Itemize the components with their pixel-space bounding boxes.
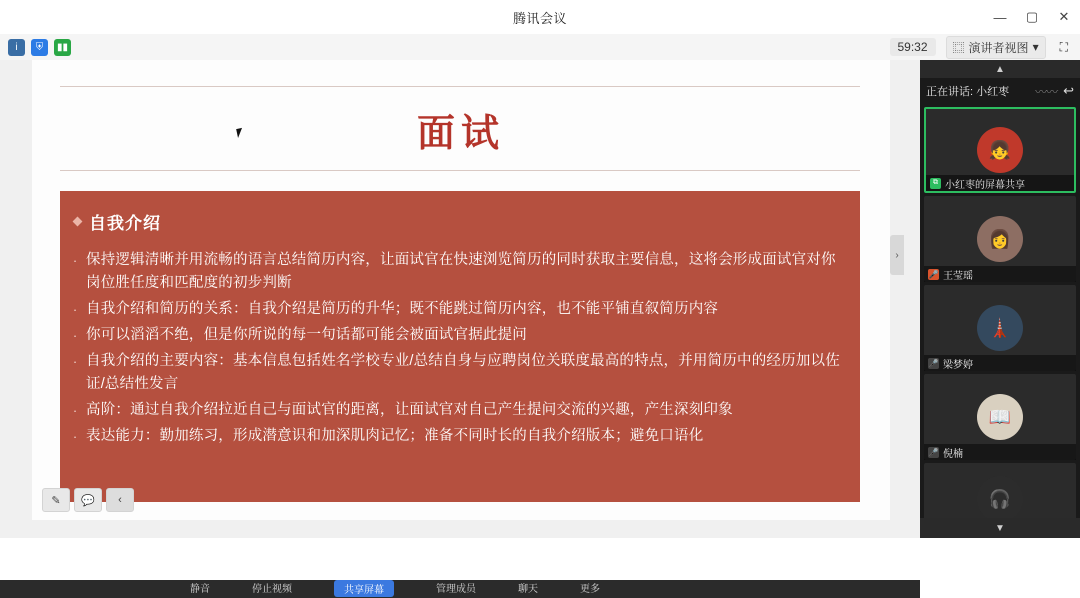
signal-icon[interactable]: ▮▮ [54, 39, 71, 56]
stop-video-button[interactable]: 停止视频 [252, 580, 292, 595]
participant-tile[interactable] [924, 196, 1076, 282]
participant-name-bar [924, 444, 1076, 460]
audio-wave-icon: 〰〰 [1035, 83, 1057, 100]
slide-divider-top [60, 86, 860, 87]
more-button[interactable]: 更多 [580, 580, 600, 595]
bullet-text: 自我介绍和简历的关系：自我介绍是简历的升华；既不能跳过简历内容，也不能平铺直叙简历内容 [86, 298, 718, 321]
avatar-glyph: 👧 [977, 127, 1023, 173]
slide-title: 面试 [32, 102, 890, 157]
manage-members-button[interactable]: 管理成员 [436, 580, 476, 595]
fullscreen-icon[interactable]: ⛶ [1056, 38, 1072, 57]
scroll-up-icon[interactable]: ▲ [920, 60, 1080, 78]
mic-muted-icon: 🎤 [928, 269, 939, 280]
scroll-down-icon[interactable]: ▼ [920, 518, 1080, 538]
participant-tile[interactable] [924, 107, 1076, 193]
bullet-text: 表达能力：勤加练习，形成潜意识和加深肌肉记忆；准备不同时长的自我介绍版本；避免口语化 [86, 425, 703, 448]
list-item [70, 249, 850, 295]
list-item [70, 425, 850, 448]
view-mode-label: 演讲者视图 [969, 39, 1029, 56]
list-item [70, 324, 850, 347]
chat-button[interactable]: 聊天 [518, 580, 538, 595]
participant-tile[interactable] [924, 285, 1076, 371]
slide-section-heading [74, 209, 161, 234]
avatar-glyph: 🗼 [977, 305, 1023, 351]
minimize-icon[interactable]: — [984, 0, 1016, 34]
window-controls [984, 0, 1080, 34]
view-mode-selector[interactable] [946, 36, 1046, 59]
participant-tile[interactable] [924, 374, 1076, 460]
slide-bullet-list [70, 249, 850, 451]
section-heading-label: 自我介绍 [89, 209, 161, 234]
bullet-text: 高阶：通过自我介绍拉近自己与面试官的距离，让面试官对自己产生提问交流的兴趣，产生深刻印象 [86, 399, 733, 422]
participant-name: 王莹瑶 [943, 267, 973, 282]
chevron-down-icon: ▾ [1033, 40, 1039, 54]
bullet-marker-icon: · [70, 350, 80, 396]
info-icon[interactable]: i [8, 39, 25, 56]
maximize-icon[interactable]: ▢ [1016, 0, 1048, 34]
return-icon[interactable]: ↩ [1063, 83, 1074, 99]
list-item [70, 350, 850, 396]
share-screen-button[interactable]: 共享屏幕 [334, 580, 394, 597]
layout-icon: ⿴ [953, 39, 965, 56]
slide-content-box [60, 191, 860, 502]
presentation-slide [32, 60, 890, 520]
annotate-icon[interactable]: ✎ [42, 488, 70, 512]
active-speaker-banner [920, 78, 1080, 104]
screen-share-icon: ⧉ [930, 178, 941, 189]
bullet-marker-icon: · [70, 399, 80, 422]
meeting-stage [0, 60, 1080, 538]
window-title: 腾讯会议 [513, 8, 567, 27]
share-float-tools [42, 488, 134, 512]
active-speaker-label: 正在讲话: 小红枣 [926, 83, 1009, 99]
participant-name: 梁梦婷 [943, 356, 973, 371]
avatar-glyph: 👩 [977, 216, 1023, 262]
avatar-glyph: 🎧 [977, 476, 1023, 522]
participants-rail [920, 60, 1080, 538]
meeting-control-bar [0, 580, 920, 598]
participant-name-bar [924, 266, 1076, 282]
collapse-icon[interactable]: ‹ [106, 488, 134, 512]
participant-name: 倪楠 [943, 445, 963, 460]
mic-off-icon: 🎤 [928, 358, 939, 369]
title-bar [0, 0, 1080, 35]
mic-off-icon: 🎤 [928, 447, 939, 458]
list-item [70, 298, 850, 321]
toolbar-left-badges [0, 39, 71, 56]
chat-icon[interactable]: 💬 [74, 488, 102, 512]
shared-screen[interactable] [32, 60, 890, 520]
mute-button[interactable]: 静音 [190, 580, 210, 595]
screen-share-tag [926, 175, 1074, 191]
diamond-bullet-icon [73, 217, 83, 227]
bullet-marker-icon: · [70, 249, 80, 295]
avatar-glyph: 📖 [977, 394, 1023, 440]
control-bar-items [0, 580, 920, 597]
toolbar-right [890, 36, 1080, 59]
meeting-toolbar [0, 34, 1080, 61]
bullet-text: 保持逻辑清晰并用流畅的语言总结简历内容，让面试官在快速浏览简历的同时获取主要信息，这将会形成面试官对你岗位胜任度和匹配度的初步判断 [86, 249, 850, 295]
bullet-marker-icon: · [70, 425, 80, 448]
participant-name: 小红枣的屏幕共享 [945, 176, 1025, 191]
close-icon[interactable]: ✕ [1048, 0, 1080, 34]
stage-left-gutter [0, 60, 32, 520]
shield-icon[interactable]: ⛨ [31, 39, 48, 56]
participant-name-bar [924, 355, 1076, 371]
bullet-text: 你可以滔滔不绝，但是你所说的每一句话都可能会被面试官据此提问 [86, 324, 527, 347]
bullet-text: 自我介绍的主要内容：基本信息包括姓名学校专业/总结自身与应聘岗位关联度最高的特点，并用简历中的经历加以佐证/总结性发言 [86, 350, 850, 396]
panel-toggle-handle[interactable]: › [890, 235, 904, 275]
meeting-timer: 59:32 [890, 38, 936, 56]
bullet-marker-icon: · [70, 298, 80, 321]
bullet-marker-icon: · [70, 324, 80, 347]
list-item [70, 399, 850, 422]
slide-divider-bottom [60, 170, 860, 171]
